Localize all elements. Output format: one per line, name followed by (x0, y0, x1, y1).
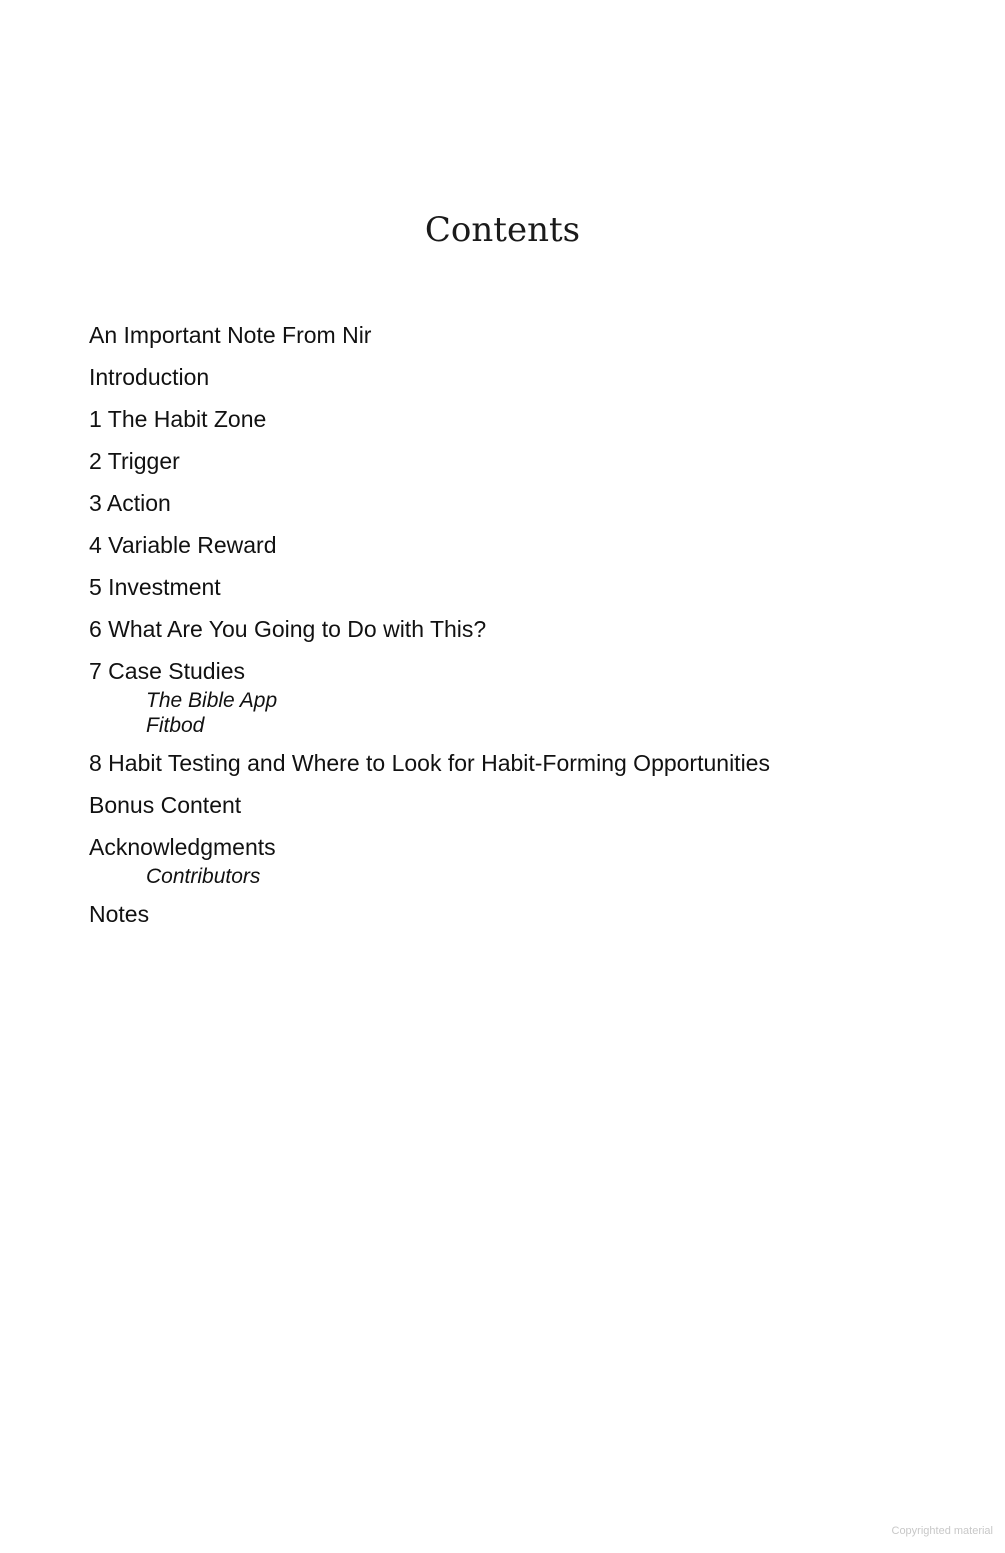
toc-subentries-acknowledgments (89, 864, 969, 889)
toc-entry-case-studies[interactable]: 7 Case Studies (89, 658, 245, 684)
toc-subentry-bible-app[interactable]: The Bible App (146, 689, 278, 712)
toc-entry-trigger[interactable]: 2 Trigger (89, 448, 180, 474)
toc-entry-habit-testing[interactable]: 8 Habit Testing and Where to Look for Habit-Forming Opportunities (89, 750, 770, 776)
table-of-contents (89, 318, 969, 939)
copyright-notice: Copyrighted material (891, 1525, 993, 1537)
toc-subentry-fitbod[interactable]: Fitbod (146, 714, 205, 737)
page-title: Contents (424, 210, 581, 250)
toc-entry-acknowledgments[interactable]: Acknowledgments (89, 834, 276, 860)
toc-entry-habit-zone[interactable]: 1 The Habit Zone (89, 406, 267, 432)
toc-subentry-contributors[interactable]: Contributors (146, 865, 261, 888)
toc-entry-note-from-nir[interactable]: An Important Note From Nir (89, 322, 372, 348)
toc-entry-variable-reward[interactable]: 4 Variable Reward (89, 532, 277, 558)
toc-entry-notes[interactable]: Notes (89, 901, 150, 927)
toc-entry-action[interactable]: 3 Action (89, 490, 171, 516)
toc-entry-investment[interactable]: 5 Investment (89, 574, 221, 600)
toc-entry-what-are-you-going-to-do[interactable]: 6 What Are You Going to Do with This? (89, 616, 487, 642)
toc-entry-bonus-content[interactable]: Bonus Content (89, 792, 242, 818)
toc-subentries-case-studies (89, 688, 969, 738)
toc-entry-introduction[interactable]: Introduction (89, 364, 210, 390)
